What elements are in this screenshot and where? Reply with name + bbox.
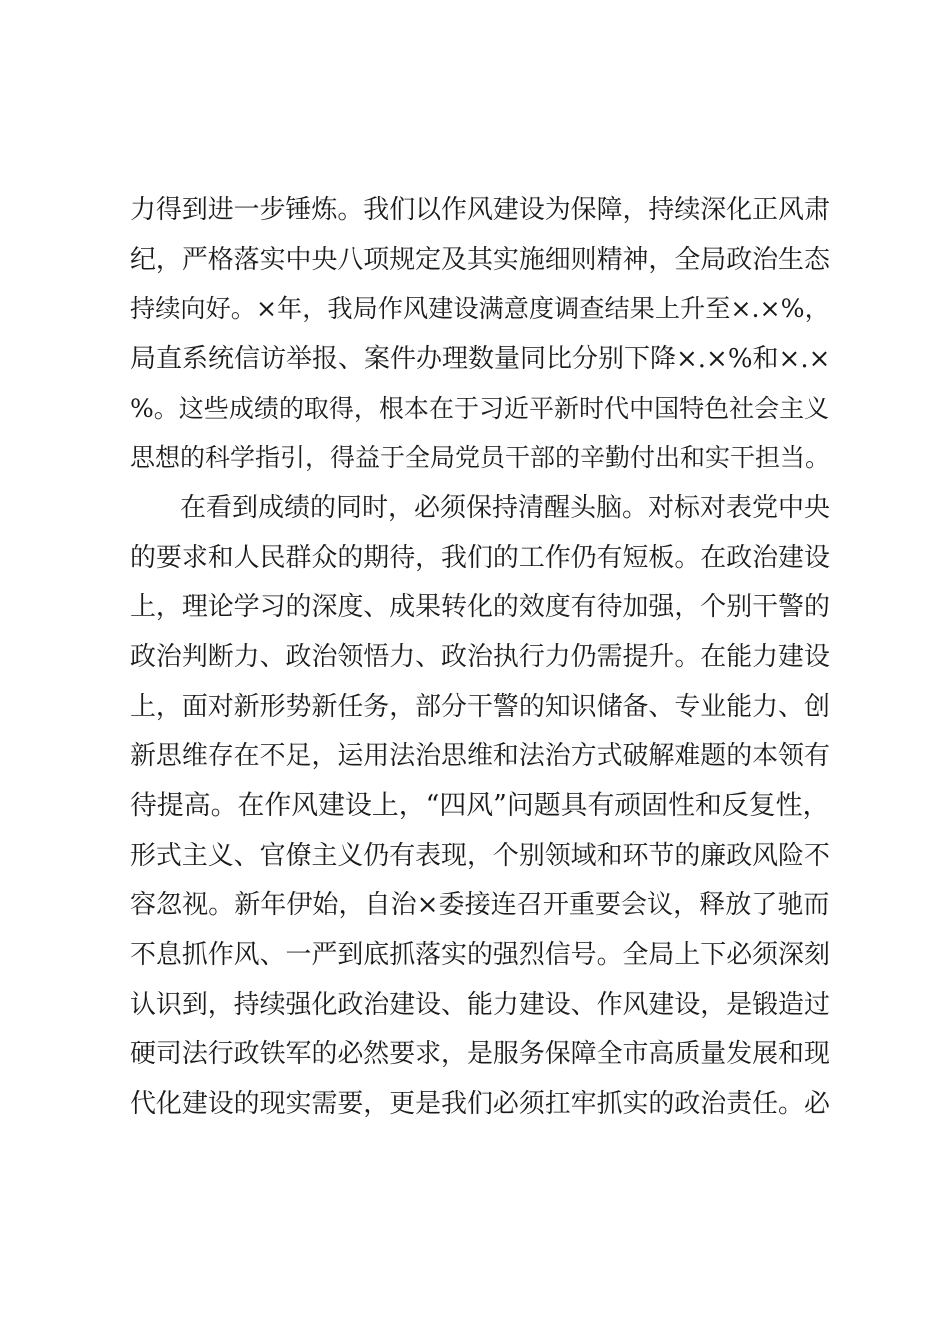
text-line: 政治判断力、政治领悟力、政治执行力仍需提升。在能力建设: [130, 642, 830, 672]
text-line: 认识到，持续强化政治建设、能力建设、作风建设，是锻造过: [130, 990, 830, 1020]
text-line: 局直系统信访举报、案件办理数量同比分别下降×.×%和×.×: [130, 344, 831, 374]
text-line: 纪，严格落实中央八项规定及其实施细则精神，全局政治生态: [130, 245, 830, 275]
text-line: 硬司法行政铁军的必然要求，是服务保障全市高质量发展和现: [130, 1039, 830, 1069]
text-line: 持续向好。×年，我局作风建设满意度调查结果上升至×.×%，: [130, 294, 830, 323]
text-line: 的要求和人民群众的期待，我们的工作仍有短板。在政治建设: [130, 543, 830, 573]
paragraph-first-line: 在看到成绩的同时，必须保持清醒头脑。对标对表党中央: [180, 493, 831, 523]
text-line: 不息抓作风、一严到底抓落实的强烈信号。全局上下必须深刻: [130, 940, 830, 970]
text-line: 力得到进一步锤炼。我们以作风建设为保障，持续深化正风肃: [130, 195, 830, 225]
text-line: 思想的科学指引，得益于全局党员干部的辛勤付出和实干担当。: [130, 443, 831, 472]
text-line: 形式主义、官僚主义仍有表现，个别领域和环节的廉政风险不: [130, 841, 830, 871]
text-line: 上，理论学习的深度、成果转化的效度有待加强，个别干警的: [130, 592, 830, 622]
text-line: 上，面对新形势新任务，部分干警的知识储备、专业能力、创: [130, 692, 830, 722]
text-line: 新思维存在不足，运用法治思维和法治方式破解难题的本领有: [130, 741, 830, 771]
text-line: 代化建设的现实需要，更是我们必须扛牢抓实的政治责任。必: [130, 1089, 830, 1119]
text-line: 容忽视。新年伊始，自治×委接连召开重要会议，释放了驰而: [130, 890, 830, 920]
text-line: %。这些成绩的取得，根本在于习近平新时代中国特色社会主义: [130, 394, 830, 423]
text-line: 待提高。在作风建设上，“四风”问题具有顽固性和反复性，: [130, 790, 830, 821]
